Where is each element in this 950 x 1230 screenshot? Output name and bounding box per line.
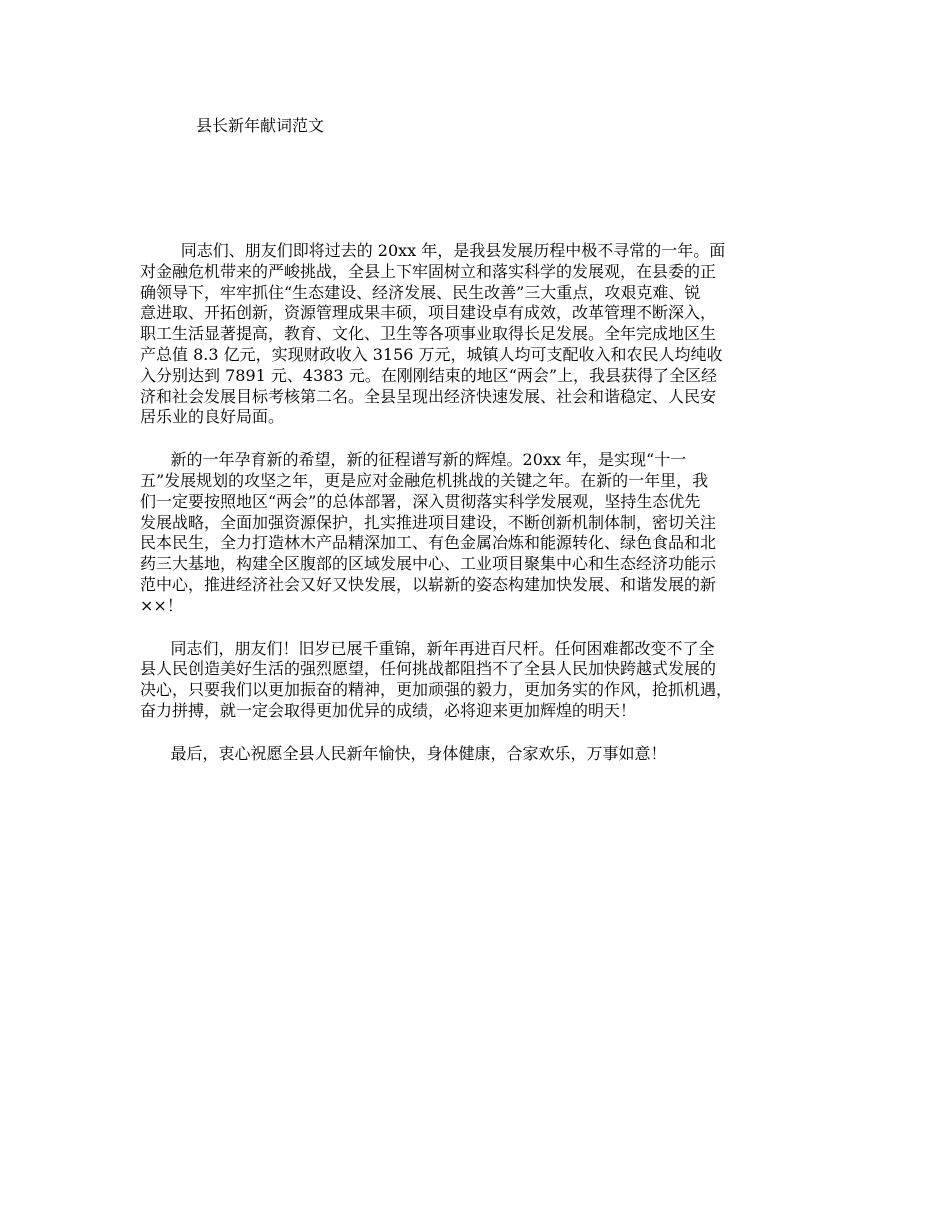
- text-line: 新的一年孕育新的希望，新的征程谱写新的辉煌。20xx 年，是实现“十一: [140, 450, 687, 470]
- text-line: ××！: [140, 595, 183, 615]
- text-line: 范中心，推进经济社会又好又快发展，以崭新的姿态构建加快发展、和谐发展的新: [140, 574, 717, 594]
- document-body: [140, 241, 820, 787]
- text-line: 药三大基地，构建全区腹部的区域发展中心、工业项目聚集中心和生态经济功能示: [140, 554, 717, 574]
- document-title: 县长新年献词范文: [196, 116, 325, 135]
- text-line: 职工生活显著提高，教育、文化、卫生等各项事业取得长足发展。全年完成地区生: [140, 324, 717, 344]
- text-line: 县人民创造美好生活的强烈愿望，任何挑战都阻挡不了全县人民加快跨越式发展的: [140, 659, 717, 679]
- text-line: 对金融危机带来的严峻挑战，全县上下牢固树立和落实科学的发展观，在县委的正: [140, 261, 717, 281]
- text-line: 决心，只要我们以更加振奋的精神，更加顽强的毅力，更加务实的作风，抢抓机遇，: [140, 680, 733, 700]
- text-line: 产总值 8.3 亿元，实现财政收入 3156 万元，城镇人均可支配收入和农民人均纯收: [140, 344, 723, 364]
- text-line: 入分别达到 7891 元、4383 元。在刚刚结束的地区“两会”上，我县获得了全区经: [140, 365, 718, 385]
- text-line: 民本民生，全力打造林木产品精深加工、有色金属冶炼和能源转化、绿色食品和北: [140, 533, 717, 553]
- paragraph-wishes: [140, 744, 820, 765]
- text-line: 奋力拼搏，就一定会取得更加优异的成绩，必将迎来更加辉煌的明天！: [140, 700, 637, 720]
- text-line: 最后，衷心祝愿全县人民新年愉快，身体健康，合家欢乐，万事如意！: [140, 743, 667, 763]
- text-line: 同志们，朋友们！旧岁已展千重锦，新年再进百尺杆。任何困难都改变不了全: [140, 638, 715, 658]
- paragraph-appeal: [140, 639, 820, 722]
- paragraph-review: [140, 241, 820, 428]
- text-line: 发展战略，全面加强资源保护，扎实推进项目建设，不断创新机制体制，密切关注: [140, 512, 717, 532]
- text-line: 五”发展规划的攻坚之年，更是应对金融危机挑战的关键之年。在新的一年里，我: [140, 470, 709, 490]
- text-line: 确领导下，牢牢抓住“生态建设、经济发展、民生改善”三大重点，攻艰克难、锐: [140, 282, 701, 302]
- paragraph-outlook: [140, 450, 820, 616]
- text-line: 们一定要按照地区“两会”的总体部署，深入贯彻落实科学发展观，坚持生态优先: [140, 491, 701, 511]
- text-line: 济和社会发展目标考核第二名。全县呈现出经济快速发展、社会和谐稳定、人民安: [140, 386, 717, 406]
- text-line: 意进取、开拓创新，资源管理成果丰硕，项目建设卓有成效，改革管理不断深入，: [140, 303, 717, 323]
- text-line: 居乐业的良好局面。: [140, 407, 285, 427]
- text-line: 同志们、朋友们即将过去的 20xx 年，是我县发展历程中极不寻常的一年。面: [140, 241, 726, 260]
